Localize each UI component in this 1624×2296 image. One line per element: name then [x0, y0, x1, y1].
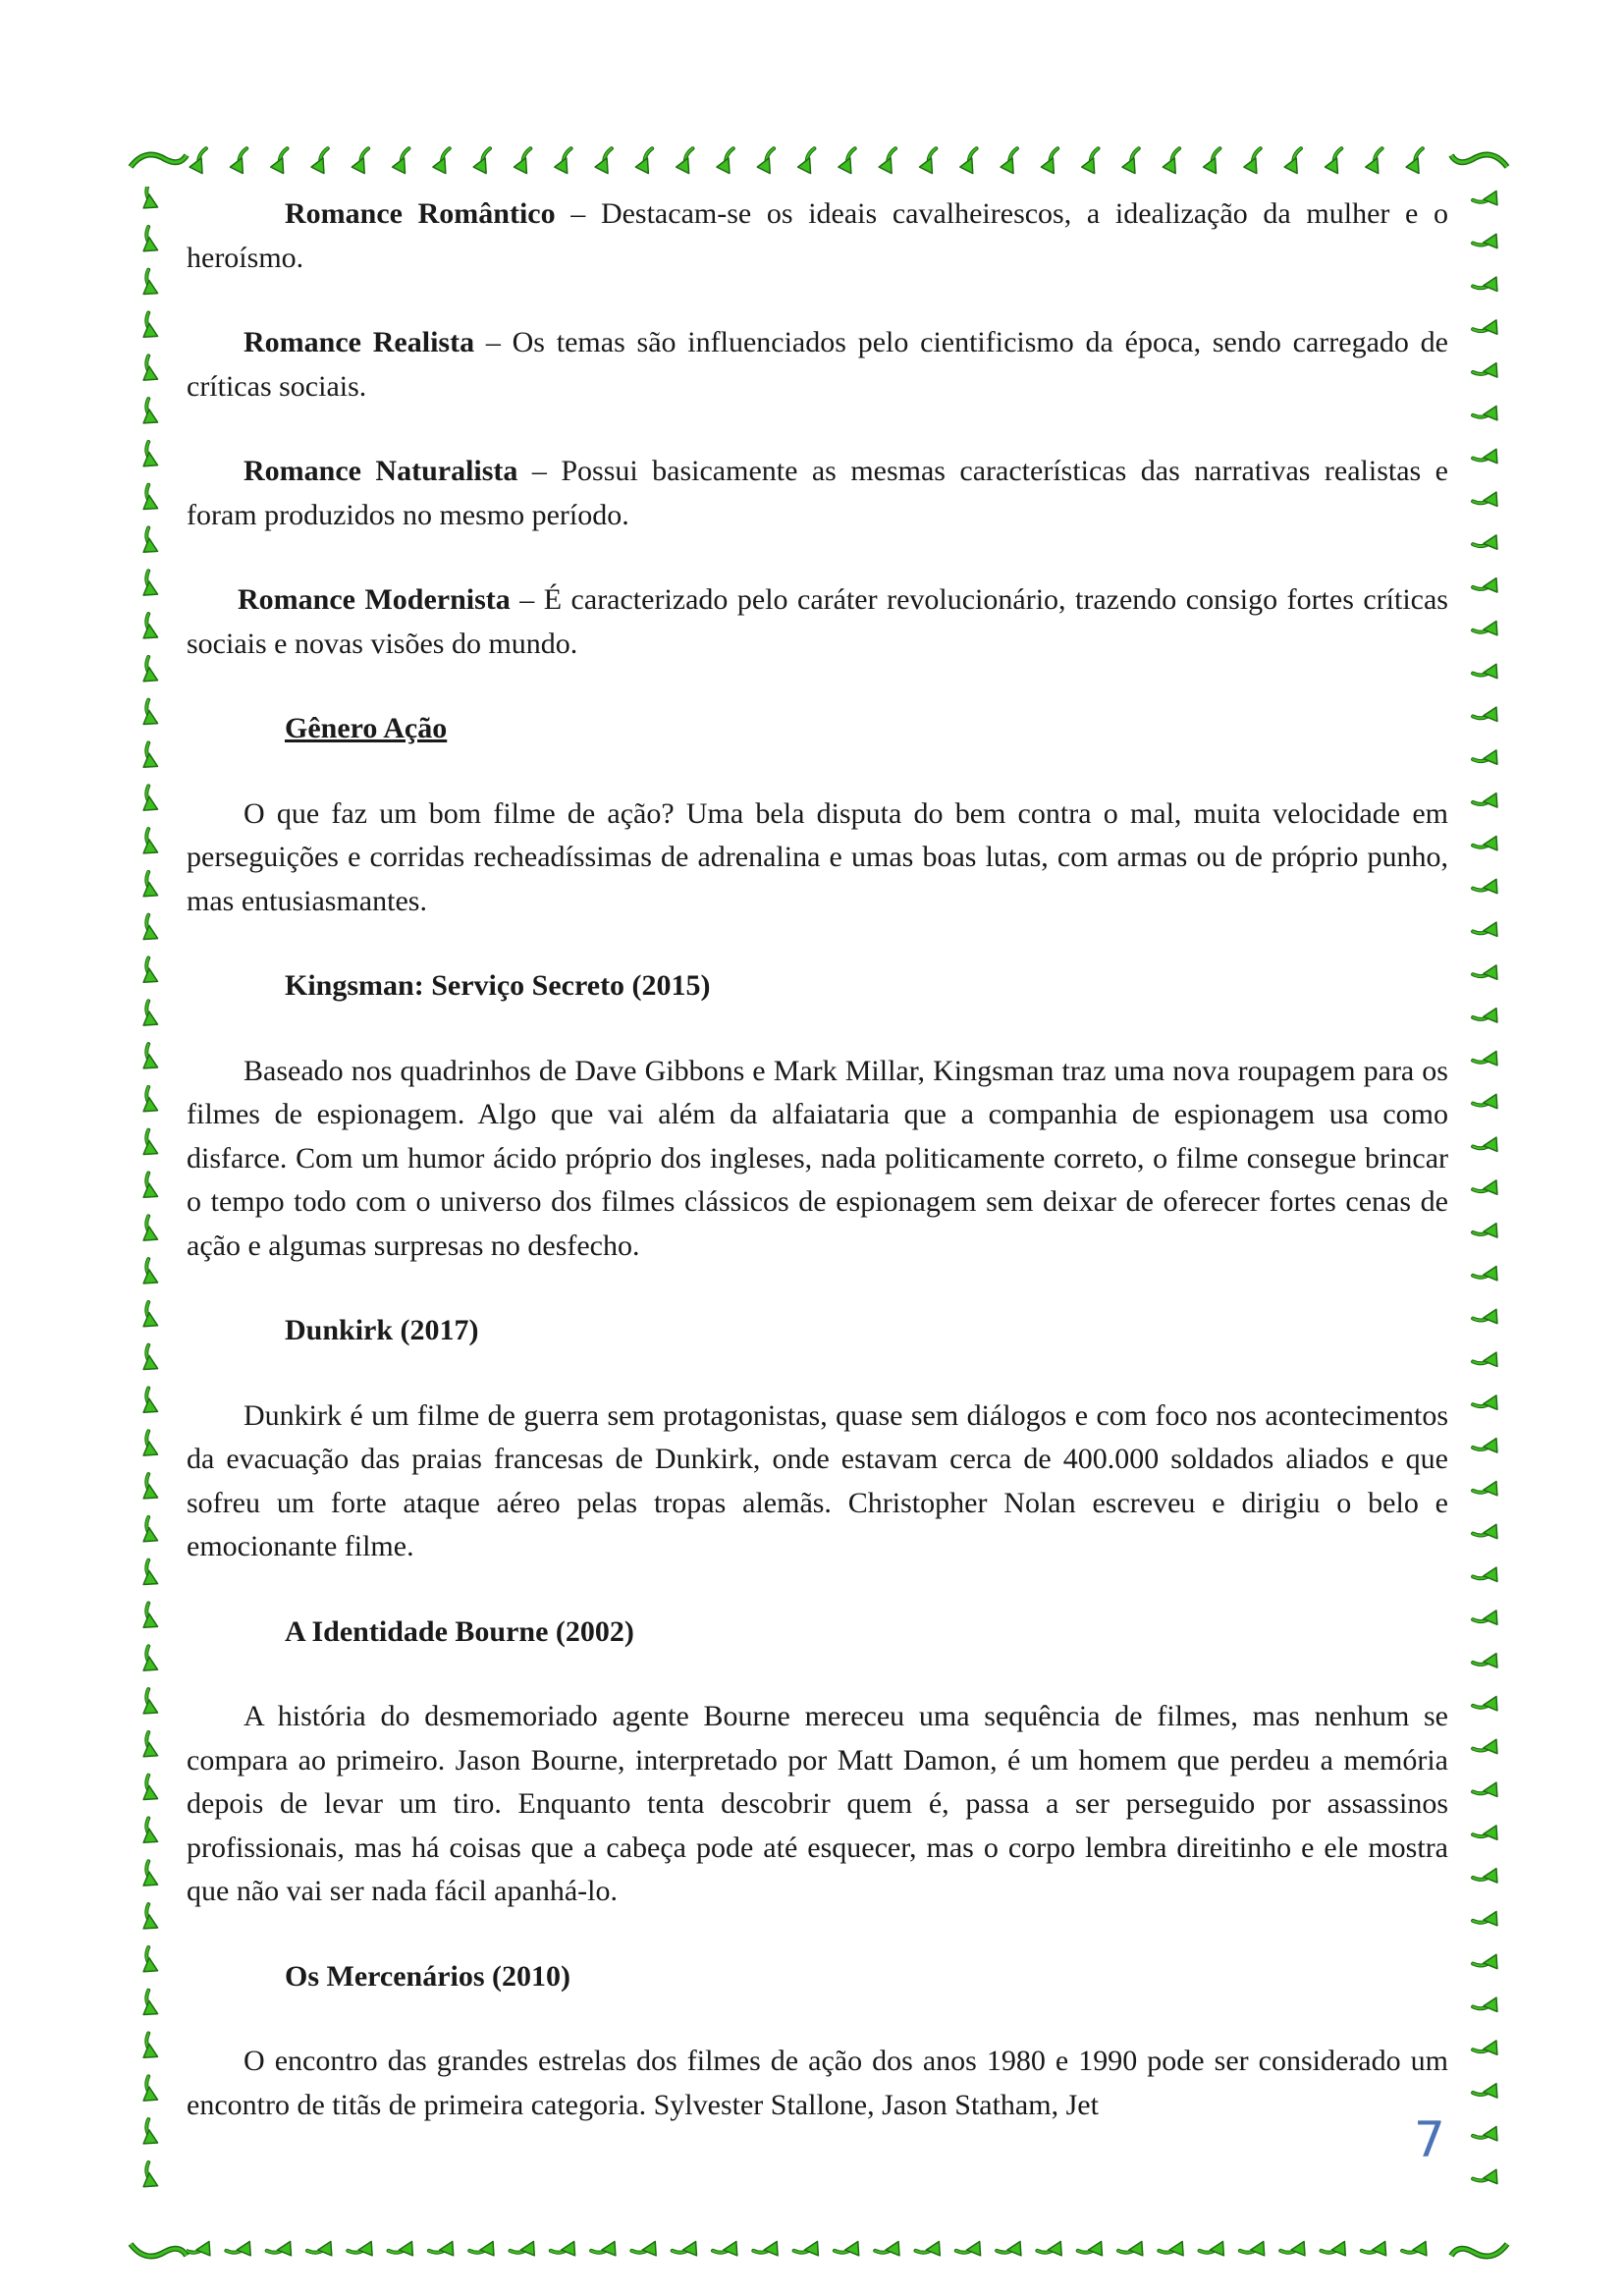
green-arrow-icon	[1473, 914, 1503, 943]
definition-romance-naturalista: – Possui basicamente as mesmas características das narrativas realistas e foram produzidos no mesmo período.	[187, 455, 1448, 531]
green-arrow-icon	[1473, 1516, 1503, 1545]
green-arrow-icon	[1473, 1431, 1503, 1459]
green-arrow-icon	[267, 2233, 298, 2262]
paragraph-romance-realista	[187, 321, 1448, 409]
green-arrow-icon	[136, 187, 165, 214]
green-arrow-icon	[511, 148, 541, 177]
green-arrow-icon	[136, 1302, 165, 1333]
green-arrow-icon	[1240, 2233, 1271, 2262]
green-arrow-icon	[136, 1819, 165, 1849]
green-arrow-icon	[1280, 2233, 1311, 2262]
green-arrow-icon	[835, 2233, 865, 2262]
green-arrow-icon	[136, 1259, 165, 1289]
green-arrow-icon	[1473, 1731, 1503, 1760]
green-arrow-icon	[753, 2233, 784, 2262]
green-arrow-icon	[136, 399, 165, 429]
film-title: Kingsman: Serviço Secreto (2015)	[285, 969, 711, 1002]
green-arrow-icon	[429, 2233, 460, 2262]
green-arrow-icon	[136, 485, 165, 516]
green-arrow-icon	[136, 872, 165, 902]
green-arrow-icon	[1473, 1903, 1503, 1932]
green-arrow-icon	[136, 1216, 165, 1246]
film-title: Dunkirk (2017)	[285, 1314, 479, 1346]
definition-romance-modernista: – É caracterizado pelo caráter revolucionário, trazendo consigo fortes críticas sociais e novas visões do mundo.	[187, 583, 1448, 660]
green-arrow-icon	[136, 313, 165, 344]
green-arrow-icon	[551, 148, 581, 177]
green-arrow-icon	[136, 1991, 165, 2021]
green-arrow-icon	[187, 148, 216, 177]
green-arrow-icon	[348, 148, 378, 177]
green-arrow-icon	[136, 829, 165, 859]
green-arrow-icon	[136, 1345, 165, 1376]
term-romance-naturalista: Romance Naturalista	[244, 455, 518, 487]
green-arrow-icon	[1473, 2033, 1503, 2061]
green-arrow-icon	[136, 786, 165, 816]
page-content	[187, 192, 1448, 2127]
green-arrow-icon	[1240, 148, 1271, 177]
border-corner-top-right-icon	[1443, 137, 1512, 187]
green-arrow-icon	[1473, 1001, 1503, 1029]
green-arrow-icon	[1473, 1646, 1503, 1674]
green-arrow-icon	[1473, 1043, 1503, 1071]
green-arrow-icon	[1322, 2233, 1352, 2262]
green-arrow-icon	[713, 148, 743, 177]
green-arrow-icon	[1473, 786, 1503, 814]
green-arrow-icon	[551, 2233, 581, 2262]
green-arrow-icon	[916, 2233, 947, 2262]
green-arrow-icon	[136, 1776, 165, 1806]
green-arrow-icon	[1473, 312, 1503, 341]
green-arrow-icon	[794, 2233, 825, 2262]
green-arrow-icon	[631, 2233, 662, 2262]
green-arrow-icon	[136, 1001, 165, 1031]
green-arrow-icon	[469, 148, 500, 177]
green-arrow-icon	[1280, 148, 1311, 177]
green-arrow-icon	[1473, 1775, 1503, 1803]
green-arrow-icon	[136, 1560, 165, 1591]
green-arrow-icon	[136, 743, 165, 774]
green-arrow-icon	[187, 2233, 216, 2262]
green-arrow-icon	[469, 2233, 500, 2262]
green-arrow-icon	[1473, 957, 1503, 986]
border-right-column	[1463, 187, 1512, 2210]
green-arrow-icon	[511, 2233, 541, 2262]
green-arrow-icon	[1118, 148, 1149, 177]
green-arrow-icon	[136, 958, 165, 989]
green-arrow-icon	[389, 2233, 419, 2262]
green-arrow-icon	[226, 148, 256, 177]
page-number: 7	[1414, 2111, 1445, 2168]
green-arrow-icon	[136, 571, 165, 601]
green-arrow-icon	[753, 148, 784, 177]
green-arrow-icon	[1473, 1946, 1503, 1975]
green-arrow-icon	[916, 148, 947, 177]
green-arrow-icon	[226, 2233, 256, 2262]
border-bottom-row	[187, 2224, 1443, 2273]
green-arrow-icon	[956, 148, 987, 177]
green-arrow-icon	[136, 270, 165, 301]
green-arrow-icon	[1473, 699, 1503, 728]
green-arrow-icon	[1473, 571, 1503, 599]
green-arrow-icon	[1473, 226, 1503, 254]
green-arrow-icon	[136, 227, 165, 257]
green-arrow-icon	[1473, 187, 1503, 212]
green-arrow-icon	[1473, 1473, 1503, 1502]
film-description: A história do desmemoriado agente Bourne mereceu uma sequência de filmes, mas nenhum se compara ao primeiro. Jason Bourne, interpretado por Matt Damon, é um homem que perdeu a memória depois de levar um tiro. Enquanto tenta descobrir quem é, passa a ser perseguido por assassinos profissionais, mas há coisas que a cabeça pode até esquecer, mas o corpo lembra direitinho e ele mostra que não vai ser nada fácil apanhá-lo.	[187, 1700, 1448, 1907]
film-title: A Identidade Bourne (2002)	[285, 1614, 634, 1648]
green-arrow-icon	[875, 2233, 905, 2262]
film-description: Baseado nos quadrinhos de Dave Gibbons e Mark Millar, Kingsman traz uma nova roupagem para os filmes de espionagem. Algo que vai além da alfaiataria que a companhia de espionagem usa como disfarce. Com um humor ácido próprio dos ingleses, nada politicamente correto, o filme consegue brincar o tempo todo com o universo dos filmes clássicos de espionagem sem deixar de oferecer fortes cenas de ação e algumas surpresas no desfecho.	[187, 1054, 1448, 1262]
green-arrow-icon	[1473, 1086, 1503, 1115]
green-arrow-icon	[136, 1689, 165, 1720]
green-arrow-icon	[307, 148, 338, 177]
green-arrow-icon	[136, 355, 165, 386]
green-arrow-icon	[631, 148, 662, 177]
green-arrow-icon	[307, 2233, 338, 2262]
green-arrow-icon	[1473, 1990, 1503, 2018]
green-arrow-icon	[1078, 2233, 1109, 2262]
green-arrow-icon	[136, 2162, 165, 2193]
green-arrow-icon	[1473, 1173, 1503, 1201]
green-arrow-icon	[136, 1904, 165, 1935]
green-arrow-icon	[1078, 148, 1109, 177]
film-description: Dunkirk é um filme de guerra sem protagonistas, quase sem diálogos e com foco nos acontecimentos da evacuação das praias francesas de Dunkirk, onde estavam cerca de 400.000 soldados aliados e que sofreu um forte ataque aéreo pelas tropas alemãs. Christopher Nolan escreveu e dirigiu o belo e emocionante filme.	[187, 1398, 1448, 1562]
green-arrow-icon	[136, 442, 165, 472]
green-arrow-icon	[1473, 484, 1503, 513]
green-arrow-icon	[1118, 2233, 1149, 2262]
green-arrow-icon	[1473, 742, 1503, 771]
green-arrow-icon	[429, 148, 460, 177]
green-arrow-icon	[1473, 2076, 1503, 2105]
green-arrow-icon	[673, 148, 703, 177]
green-arrow-icon	[1473, 1388, 1503, 1416]
green-arrow-icon	[136, 1646, 165, 1676]
green-arrow-icon	[136, 1044, 165, 1074]
green-arrow-icon	[591, 148, 622, 177]
green-arrow-icon	[1473, 1216, 1503, 1244]
green-arrow-icon	[136, 1174, 165, 1204]
green-arrow-icon	[136, 1517, 165, 1548]
green-arrow-icon	[136, 657, 165, 687]
definition-romance-romantico: – Destacam-se os ideais cavalheirescos, a idealização da mulher e o heroísmo.	[187, 197, 1449, 274]
green-arrow-icon	[1473, 1688, 1503, 1717]
green-arrow-icon	[136, 915, 165, 946]
paragraph-romance-naturalista	[187, 450, 1448, 537]
green-arrow-icon	[835, 148, 865, 177]
film-title: Os Mercenários (2010)	[285, 1959, 571, 1993]
green-arrow-icon	[1362, 2233, 1392, 2262]
green-arrow-icon	[136, 2076, 165, 2106]
green-arrow-icon	[1473, 441, 1503, 469]
green-arrow-icon	[136, 1087, 165, 1118]
green-arrow-icon	[136, 528, 165, 559]
green-arrow-icon	[136, 614, 165, 644]
green-arrow-icon	[1473, 398, 1503, 426]
green-arrow-icon	[1200, 148, 1230, 177]
green-arrow-icon	[136, 1604, 165, 1634]
green-arrow-icon	[1473, 1559, 1503, 1588]
paragraph-romance-romantico	[187, 192, 1448, 280]
green-arrow-icon	[1362, 148, 1392, 177]
green-arrow-icon	[136, 1861, 165, 1891]
green-arrow-icon	[136, 1389, 165, 1419]
green-arrow-icon	[1473, 1129, 1503, 1158]
green-arrow-icon	[1473, 1861, 1503, 1889]
film-description: O encontro das grandes estrelas dos filmes de ação dos anos 1980 e 1990 pode ser considerado um encontro de titãs de primeira categoria. Sylvester Stallone, Jason Statham, Jet	[187, 2045, 1448, 2121]
green-arrow-icon	[591, 2233, 622, 2262]
green-arrow-icon	[136, 2034, 165, 2064]
green-arrow-icon	[997, 148, 1027, 177]
green-arrow-icon	[136, 1130, 165, 1161]
green-arrow-icon	[136, 1431, 165, 1461]
green-arrow-icon	[389, 148, 419, 177]
green-arrow-icon	[136, 1947, 165, 1978]
green-arrow-icon	[1473, 1603, 1503, 1631]
green-arrow-icon	[1473, 1258, 1503, 1286]
border-corner-top-left-icon	[126, 137, 194, 187]
green-arrow-icon	[1473, 613, 1503, 641]
green-arrow-icon	[1402, 148, 1433, 177]
green-arrow-icon	[713, 2233, 743, 2262]
border-corner-bottom-right-icon	[1443, 2224, 1512, 2273]
green-arrow-icon	[1473, 656, 1503, 684]
green-arrow-icon	[136, 1732, 165, 1763]
green-arrow-icon	[1473, 355, 1503, 384]
green-arrow-icon	[1037, 2233, 1067, 2262]
green-arrow-icon	[1473, 1301, 1503, 1330]
term-romance-romantico: Romance Romântico	[285, 197, 556, 230]
intro-paragraph: O que faz um bom filme de ação? Uma bela disputa do bem contra o mal, muita velocidade em perseguições e corridas recheadíssimas de adrenalina e umas boas lutas, com armas ou de próprio punho, mas entusiasmantes.	[187, 796, 1448, 917]
green-arrow-icon	[348, 2233, 378, 2262]
section-heading: Gênero Ação	[285, 712, 448, 744]
green-arrow-icon	[1473, 871, 1503, 900]
green-arrow-icon	[1200, 2233, 1230, 2262]
definition-romance-realista: – Os temas são influenciados pelo cientificismo da época, sendo carregado de críticas sociais.	[187, 326, 1448, 403]
green-arrow-icon	[1473, 1818, 1503, 1846]
term-romance-modernista: Romance Modernista	[238, 583, 511, 616]
green-arrow-icon	[1402, 2233, 1433, 2262]
green-arrow-icon	[1473, 269, 1503, 298]
border-left-column	[126, 187, 175, 2210]
green-arrow-icon	[1159, 2233, 1189, 2262]
green-arrow-icon	[1473, 527, 1503, 556]
green-arrow-icon	[1473, 2118, 1503, 2147]
green-arrow-icon	[794, 148, 825, 177]
green-arrow-icon	[997, 2233, 1027, 2262]
green-arrow-icon	[875, 148, 905, 177]
green-arrow-icon	[673, 2233, 703, 2262]
green-arrow-icon	[1473, 828, 1503, 856]
green-arrow-icon	[136, 1474, 165, 1504]
green-arrow-icon	[136, 2119, 165, 2150]
paragraph-romance-modernista	[187, 578, 1448, 666]
border-top-row	[187, 137, 1443, 187]
green-arrow-icon	[136, 700, 165, 731]
border-corner-bottom-left-icon	[126, 2224, 194, 2273]
green-arrow-icon	[1473, 1344, 1503, 1373]
green-arrow-icon	[1322, 148, 1352, 177]
green-arrow-icon	[956, 2233, 987, 2262]
term-romance-realista: Romance Realista	[244, 326, 475, 358]
green-arrow-icon	[267, 148, 298, 177]
green-arrow-icon	[1037, 148, 1067, 177]
green-arrow-icon	[1159, 148, 1189, 177]
green-arrow-icon	[1473, 2161, 1503, 2190]
